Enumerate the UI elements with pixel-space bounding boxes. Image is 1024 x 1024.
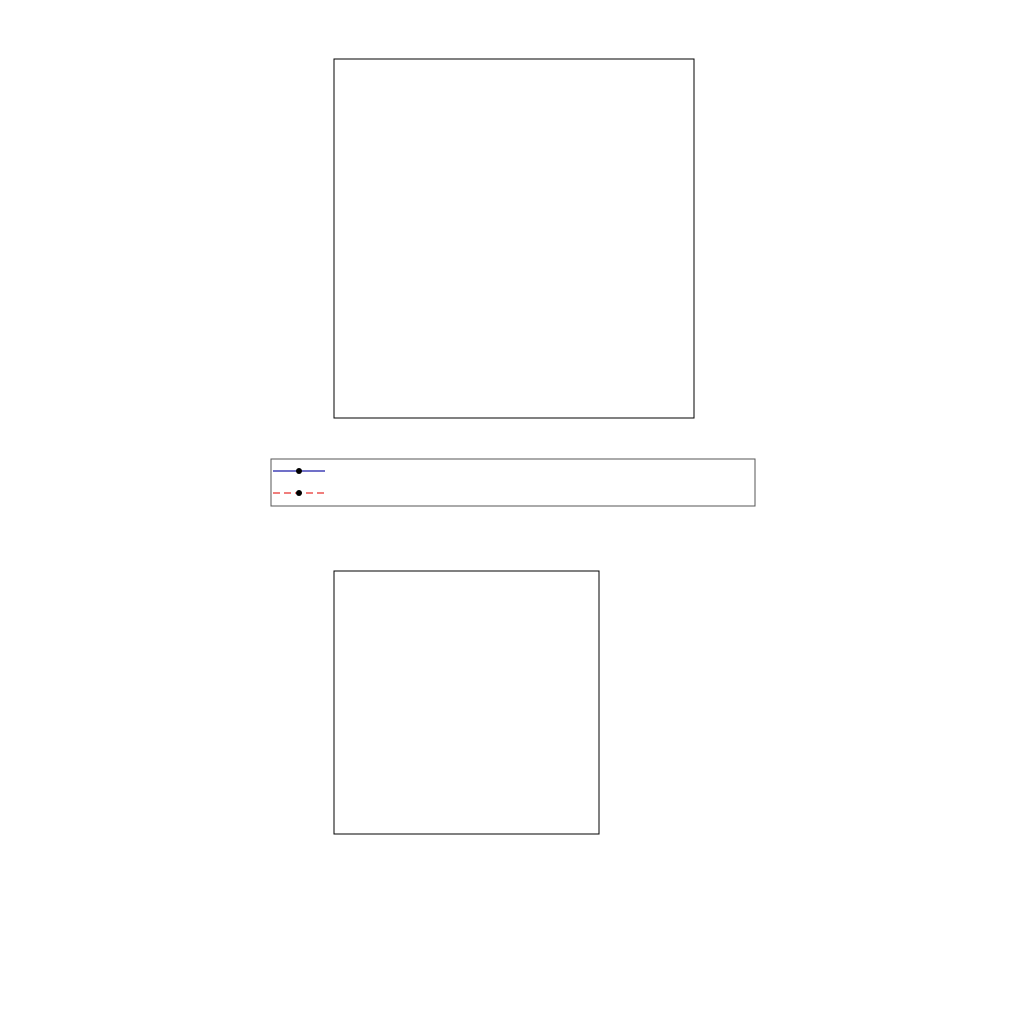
bottom-plot-frame [334, 571, 599, 834]
legend-box [271, 459, 755, 506]
legend-marker-model [296, 490, 302, 496]
legend-marker-arm [296, 468, 302, 474]
top-chart [334, 59, 694, 418]
legend [271, 459, 755, 506]
bottom-chart [334, 571, 599, 834]
top-plot-frame [334, 59, 694, 418]
